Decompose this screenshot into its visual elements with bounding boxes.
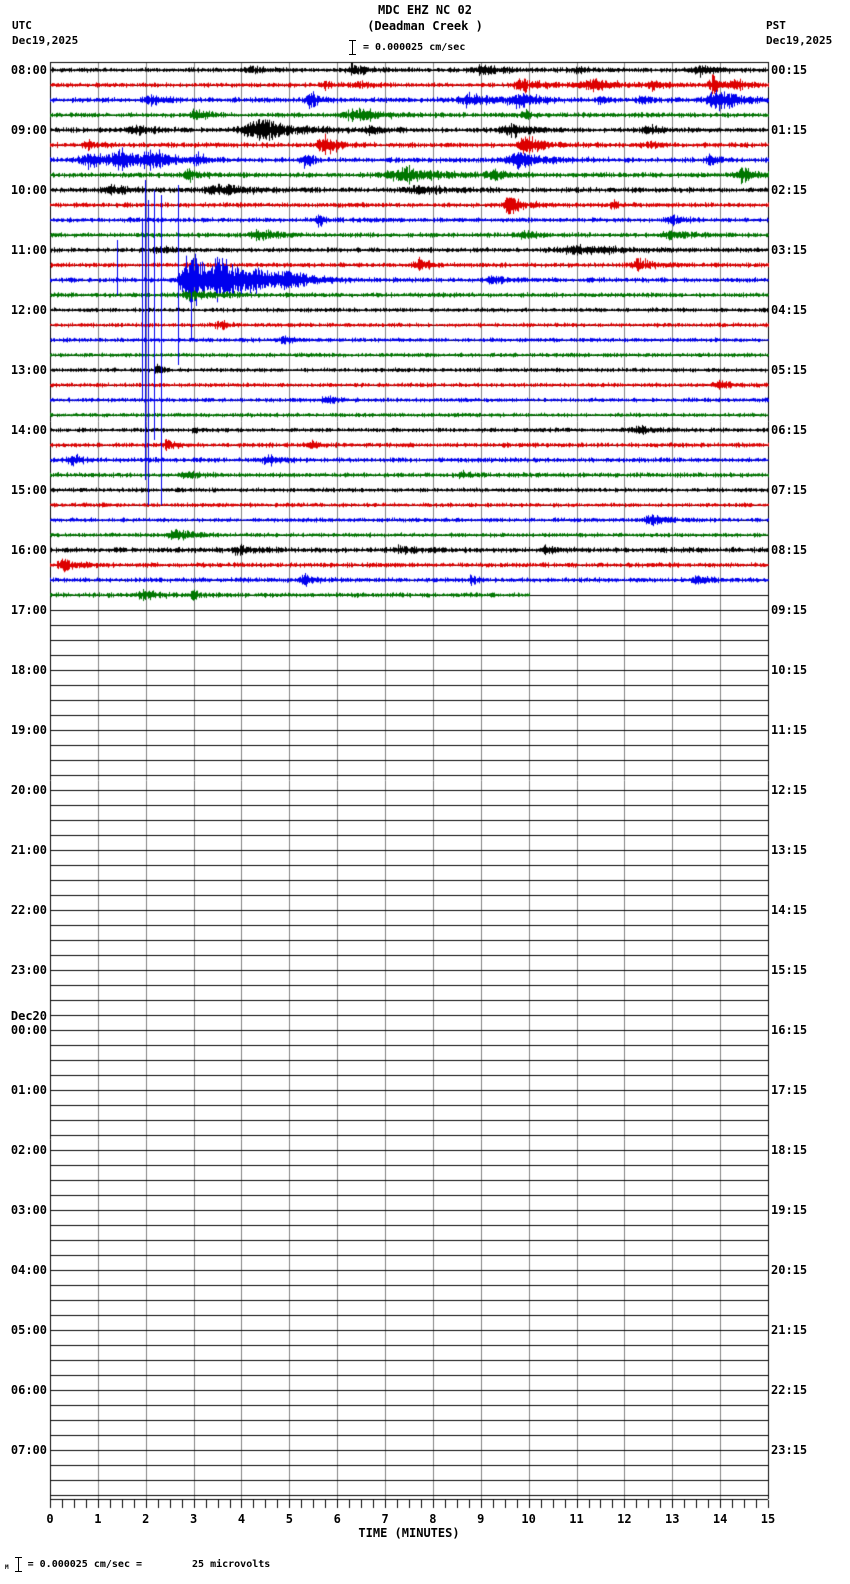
- minute-tick-label: 8: [429, 1512, 437, 1526]
- pst-header: [766, 18, 832, 48]
- minute-tick-label: 9: [477, 1512, 485, 1526]
- minute-tick-label: 12: [617, 1512, 632, 1526]
- minute-tick-label: 7: [381, 1512, 389, 1526]
- utc-hour-label: 18:00: [10, 663, 47, 677]
- pst-hour-label: 01:15: [771, 123, 808, 137]
- utc-hour-label: 07:00: [10, 1443, 47, 1457]
- utc-hour-label: 02:00: [10, 1143, 47, 1157]
- footer-scale-note: [5, 1556, 270, 1572]
- minute-tick-label: 0: [46, 1512, 54, 1526]
- utc-hour-label: 21:00: [10, 843, 47, 857]
- pst-hour-label: 11:15: [771, 723, 808, 737]
- utc-hour-label: 23:00: [10, 963, 47, 977]
- utc-hour-label: 16:00: [10, 543, 47, 557]
- footer-equiv-text: 25 microvolts: [192, 1558, 271, 1570]
- utc-hour-label: 03:00: [10, 1203, 47, 1217]
- pst-hour-label: 21:15: [771, 1323, 808, 1337]
- utc-hour-label: 04:00: [10, 1263, 47, 1277]
- utc-hour-label: 19:00: [10, 723, 47, 737]
- utc-hour-label: 01:00: [10, 1083, 47, 1097]
- pst-hour-label: 22:15: [771, 1383, 808, 1397]
- pst-hour-label: 16:15: [771, 1023, 808, 1037]
- pst-hour-label: 00:15: [771, 63, 808, 77]
- footer-scale-bracket-icon: [15, 1557, 22, 1572]
- pst-hour-label: 20:15: [771, 1263, 808, 1277]
- pst-hour-label: 03:15: [771, 243, 808, 257]
- minute-tick-label: 14: [712, 1512, 728, 1526]
- minute-tick-label: 6: [333, 1512, 341, 1526]
- minute-tick-label: 13: [665, 1512, 680, 1526]
- utc-hour-label: 08:00: [10, 63, 47, 77]
- utc-hour-label: 17:00: [10, 603, 47, 617]
- pst-hour-label: 06:15: [771, 423, 808, 437]
- minute-tick-label: 5: [285, 1512, 293, 1526]
- utc-hour-label: 14:00: [10, 423, 47, 437]
- pst-hour-label: 13:15: [771, 843, 808, 857]
- utc-hour-label: 12:00: [10, 303, 47, 317]
- pst-hour-label: 09:15: [771, 603, 808, 617]
- utc-hour-label: 11:00: [10, 243, 47, 257]
- minute-tick-label: 2: [142, 1512, 150, 1526]
- minute-tick-label: 4: [237, 1512, 246, 1526]
- pst-date-label: Dec19,2025: [766, 34, 833, 47]
- pst-hour-label: 12:15: [771, 783, 808, 797]
- pst-hour-label: 15:15: [771, 963, 808, 977]
- utc-zone-label: UTC: [12, 19, 32, 32]
- day-rollover-label: Dec20: [10, 1009, 47, 1023]
- pst-hour-label: 07:15: [771, 483, 808, 497]
- utc-hour-label: 06:00: [10, 1383, 47, 1397]
- pst-hour-label: 04:15: [771, 303, 808, 317]
- footer-scale-text: = 0.000025 cm/sec =: [27, 1558, 143, 1570]
- utc-hour-label: 09:00: [10, 123, 47, 137]
- utc-hour-label: 15:00: [10, 483, 47, 497]
- utc-hour-label: 22:00: [10, 903, 47, 917]
- pst-hour-label: 05:15: [771, 363, 808, 377]
- scale-text: = 0.000025 cm/sec: [363, 41, 466, 53]
- utc-hour-label: 10:00: [10, 183, 47, 197]
- pst-hour-label: 23:15: [771, 1443, 808, 1457]
- utc-date-label: Dec19,2025: [12, 34, 79, 47]
- x-axis-title: TIME (MINUTES): [358, 1526, 460, 1540]
- utc-hour-label: 13:00: [10, 363, 47, 377]
- minute-tick-label: 11: [569, 1512, 584, 1526]
- pst-hour-label: 14:15: [771, 903, 808, 917]
- utc-hour-label: 20:00: [10, 783, 47, 797]
- footer-tiny-label: M: [5, 1564, 9, 1571]
- pst-hour-label: 02:15: [771, 183, 808, 197]
- pst-hour-label: 19:15: [771, 1203, 808, 1217]
- minute-tick-label: 1: [94, 1512, 102, 1526]
- pst-hour-label: 10:15: [771, 663, 808, 677]
- page-title: MDC EHZ NC 02: [378, 3, 472, 17]
- utc-hour-label: 05:00: [10, 1323, 47, 1337]
- pst-hour-label: 08:15: [771, 543, 808, 557]
- minute-tick-label: 3: [189, 1512, 198, 1526]
- utc-header: [12, 18, 78, 48]
- minute-tick-label: 15: [760, 1512, 776, 1526]
- pst-zone-label: PST: [766, 19, 786, 32]
- page-subtitle: (Deadman Creek ): [367, 19, 483, 33]
- utc-hour-label: 00:00: [10, 1023, 47, 1037]
- pst-hour-label: 18:15: [771, 1143, 808, 1157]
- pst-hour-label: 17:15: [771, 1083, 808, 1097]
- minute-tick-label: 10: [521, 1512, 536, 1526]
- scale-bracket-icon: [349, 40, 356, 55]
- amplitude-scale: [349, 39, 465, 55]
